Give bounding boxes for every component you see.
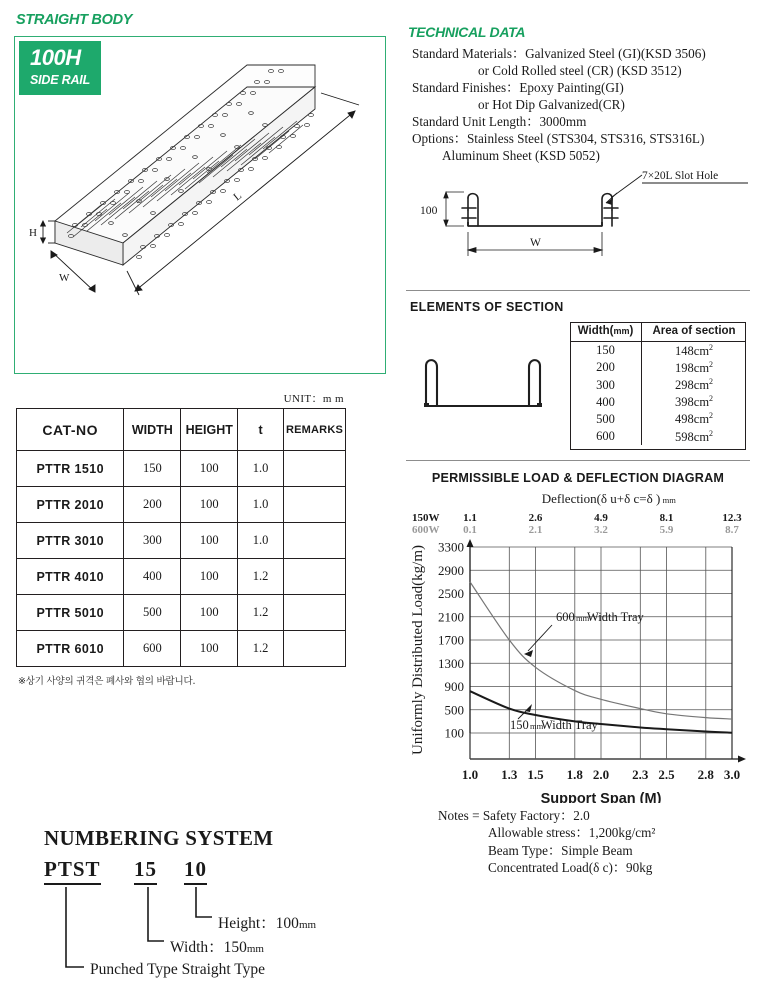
cell-catno: PTTR 3010 <box>17 523 124 559</box>
elements-of-section-table <box>570 322 746 445</box>
width-dim-label: W <box>530 236 541 250</box>
list-item <box>570 411 746 428</box>
chart-canvas <box>406 485 750 803</box>
load-deflection-chart <box>406 485 750 803</box>
svg-text:Deflection(δ u+δ c=δ ): Deflection(δ u+δ c=δ ) <box>541 491 661 507</box>
cell-height: 100 <box>181 451 238 487</box>
notes-item: Safety Factory：2.0 <box>482 808 590 824</box>
label-type: Punched Type Straight Type <box>90 961 266 978</box>
notes-lead: Notes = <box>438 808 480 824</box>
eos-cell-area: $398cm^2$ <box>642 394 746 411</box>
cell-height: 100 <box>181 523 238 559</box>
svg-text:2.0: 2.0 <box>592 767 610 783</box>
numbering-system-title: NUMBERING SYSTEM <box>44 826 274 850</box>
chart-x-axis-label: Support Span (M) <box>540 791 662 804</box>
eos-cell-width: 500 <box>596 411 615 426</box>
svg-text:2.8: 2.8 <box>697 767 714 783</box>
svg-text:1.8: 1.8 <box>566 767 583 783</box>
badge-model: 100H <box>30 45 81 70</box>
cell-height: 100 <box>181 595 238 631</box>
cell-catno: PTTR 6010 <box>17 631 124 667</box>
cell-catno: PTTR 5010 <box>17 595 124 631</box>
cross-section-drawing <box>406 170 750 290</box>
notes-item: Concentrated Load(δ c)：90kg <box>488 859 653 875</box>
cell-width: 400 <box>124 559 181 595</box>
code-prefix: PTST <box>44 857 101 885</box>
dim-label-h: H <box>29 227 37 239</box>
notes-item: Beam Type：Simple Beam <box>488 842 633 858</box>
svg-text:1700: 1700 <box>438 632 464 648</box>
cell-thickness: 1.2 <box>238 595 284 631</box>
table-row <box>17 559 346 595</box>
svg-text:2.1: 2.1 <box>528 524 543 537</box>
cell-height: 100 <box>181 559 238 595</box>
code-height: 10 <box>184 857 207 885</box>
svg-text:2500: 2500 <box>438 586 464 602</box>
eos-cell-width: 600 <box>596 429 615 444</box>
svg-text:2.3: 2.3 <box>632 767 649 783</box>
svg-text:600: 600 <box>556 610 575 625</box>
svg-text:1.1: 1.1 <box>463 512 477 525</box>
cell-width: 300 <box>124 523 181 559</box>
table-row <box>17 595 346 631</box>
eos-header-width: Width(mm) <box>570 322 642 342</box>
list-item <box>570 394 746 411</box>
cell-remarks <box>284 559 346 595</box>
spec-header-remarks: REMARKS <box>284 409 346 451</box>
cell-thickness: 1.0 <box>238 523 284 559</box>
notes-row <box>438 807 750 824</box>
table-row <box>17 487 346 523</box>
left-column <box>14 12 386 687</box>
numbering-code <box>44 857 384 887</box>
height-dim-label: 100 <box>420 204 438 218</box>
cell-width: 200 <box>124 487 181 523</box>
tech-line: or Hot Dip Galvanized(CR) <box>478 97 625 113</box>
table-row <box>17 631 346 667</box>
illustration-panel <box>14 36 386 374</box>
cell-width: 500 <box>124 595 181 631</box>
eos-cell-area: $198cm^2$ <box>642 359 746 376</box>
elements-of-section-title: ELEMENTS OF SECTION <box>410 300 564 315</box>
svg-text:1300: 1300 <box>438 655 464 671</box>
svg-text:1.0: 1.0 <box>461 767 479 783</box>
unit-note: UNIT：m m <box>283 393 344 405</box>
spec-header-catno: CAT-NO <box>17 409 124 451</box>
svg-text:2.6: 2.6 <box>528 512 543 525</box>
svg-text:mm: mm <box>530 721 544 732</box>
svg-text:8.1: 8.1 <box>659 512 674 525</box>
code-width: 15 <box>134 857 157 885</box>
eos-cell-area: $148cm^2$ <box>642 342 746 360</box>
cell-remarks <box>284 523 346 559</box>
cell-remarks <box>284 487 346 523</box>
right-column <box>406 24 750 876</box>
tech-line: Standard Materials：Galvanized Steel (GI)(KSD 3506) <box>412 46 706 61</box>
eos-cell-width: 400 <box>596 394 615 409</box>
list-item <box>570 359 746 376</box>
list-item <box>570 428 746 445</box>
cell-thickness: 1.2 <box>238 631 284 667</box>
tray-cross-section-icon <box>406 170 750 288</box>
cell-remarks <box>284 595 346 631</box>
svg-text:Width Tray: Width Tray <box>587 610 644 625</box>
svg-text:150W: 150W <box>412 512 440 525</box>
chart-notes <box>438 807 750 876</box>
eos-cell-width: 200 <box>596 360 615 375</box>
numbering-system <box>44 826 384 987</box>
tech-line: Standard Unit Length：3000mm <box>412 114 587 130</box>
section-profile-icon <box>410 344 560 464</box>
spec-header-width: WIDTH <box>124 409 181 451</box>
table-row <box>17 451 346 487</box>
spec-table-header-row <box>17 409 346 451</box>
cell-thickness: 1.0 <box>238 451 284 487</box>
label-height: Height：100mm <box>218 915 317 932</box>
eos-header-area: Area of section <box>642 322 746 342</box>
cell-remarks <box>284 451 346 487</box>
tech-line: Options：Stainless Steel (STS304, STS316, STS316L) <box>412 131 705 147</box>
svg-text:2.5: 2.5 <box>658 767 675 783</box>
eos-cell-width: 300 <box>596 377 615 392</box>
spec-table <box>16 408 346 667</box>
svg-text:2100: 2100 <box>438 609 464 625</box>
list-item <box>570 342 746 360</box>
cell-width: 600 <box>124 631 181 667</box>
dim-label-w: W <box>59 272 70 284</box>
spec-header-thickness: t <box>238 409 284 451</box>
product-badge <box>19 41 101 95</box>
cell-width: 150 <box>124 451 181 487</box>
svg-text:150: 150 <box>510 718 529 733</box>
svg-text:3.0: 3.0 <box>723 767 741 783</box>
slot-hole-label: 7×20L Slot Hole <box>642 170 719 183</box>
dim-label-l: L <box>231 189 245 204</box>
section-divider <box>406 290 750 291</box>
eos-header-row <box>570 322 746 342</box>
table-row <box>17 523 346 559</box>
svg-text:3.2: 3.2 <box>594 524 608 537</box>
svg-text:mm: mm <box>662 495 676 506</box>
page-title: STRAIGHT BODY <box>16 12 133 28</box>
tech-line: or Cold Rolled steel (CR) (KSD 3512) <box>478 63 682 79</box>
cell-catno: PTTR 2010 <box>17 487 124 523</box>
cell-height: 100 <box>181 631 238 667</box>
badge-subtitle: SIDE RAIL <box>30 73 91 87</box>
spec-header-height: HEIGHT <box>181 409 238 451</box>
svg-text:0.1: 0.1 <box>463 524 477 537</box>
svg-text:12.3: 12.3 <box>722 512 742 525</box>
eos-cell-width: 150 <box>596 343 615 358</box>
cell-thickness: 1.0 <box>238 487 284 523</box>
korean-footnote: ※상기 사양의 귀격은 폐사와 협의 바랍니다. <box>18 676 196 687</box>
technical-data-title: TECHNICAL DATA <box>408 24 526 40</box>
cell-height: 100 <box>181 487 238 523</box>
svg-text:2900: 2900 <box>438 562 464 578</box>
svg-text:Width Tray: Width Tray <box>541 718 598 733</box>
svg-text:500: 500 <box>444 702 464 718</box>
svg-text:mm: mm <box>576 613 590 624</box>
technical-data-list <box>412 45 750 164</box>
cell-remarks <box>284 631 346 667</box>
svg-text:1.5: 1.5 <box>527 767 544 783</box>
notes-item: Allowable stress：1,200kg/cm² <box>488 825 656 841</box>
label-width: Width：150mm <box>170 939 264 956</box>
eos-cell-area: $298cm^2$ <box>642 377 746 394</box>
tech-line: Standard Finishes：Epoxy Painting(GI) <box>412 80 624 96</box>
chart-y-axis-label: Uniformly Distributed Load(kg/m) <box>410 545 426 756</box>
cell-thickness: 1.2 <box>238 559 284 595</box>
list-item <box>570 377 746 394</box>
svg-text:1.3: 1.3 <box>501 767 518 783</box>
svg-text:4.9: 4.9 <box>594 512 608 525</box>
eos-cell-area: $598cm^2$ <box>642 428 746 445</box>
svg-text:3300: 3300 <box>438 539 464 555</box>
svg-text:900: 900 <box>444 679 464 695</box>
svg-text:100: 100 <box>444 725 464 741</box>
eos-cell-area: $498cm^2$ <box>642 411 746 428</box>
tech-line: Aluminum Sheet (KSD 5052) <box>442 148 600 164</box>
svg-text:600W: 600W <box>412 524 440 537</box>
cell-catno: PTTR 1510 <box>17 451 124 487</box>
chart-title: PERMISSIBLE LOAD & DEFLECTION DIAGRAM <box>431 471 725 486</box>
elements-of-section-body <box>406 314 750 460</box>
svg-text:5.9: 5.9 <box>659 524 674 537</box>
cell-catno: PTTR 4010 <box>17 559 124 595</box>
svg-text:8.7: 8.7 <box>725 524 739 537</box>
